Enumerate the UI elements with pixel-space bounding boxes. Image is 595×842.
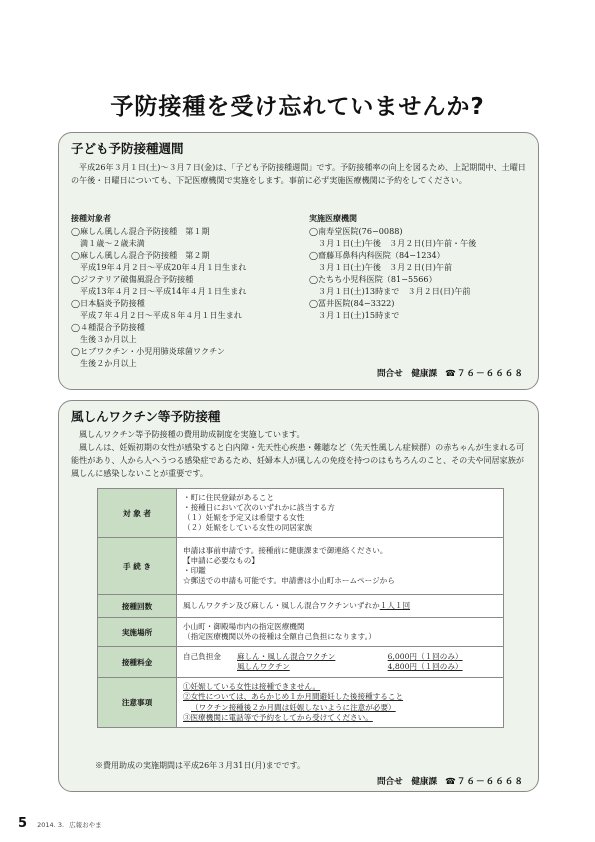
table-row (98, 489, 504, 538)
fee-name: 麻しん・風しん混合ワクチン (237, 651, 336, 661)
page-title: 予防接種を受け忘れていませんか? (110, 94, 485, 120)
table-row (98, 647, 504, 678)
target-item: ◯４種混合予防接種 (71, 322, 145, 332)
caution-line: ③医療機関に電話等で予約をしてから受けてください。 (183, 712, 373, 722)
target-detail: 平成７年４月２日～平成８年４月１日生まれ (80, 310, 242, 320)
target-item: ◯ヒブワクチン・小児用肺炎球菌ワクチン (71, 346, 225, 356)
target-line: （２）妊娠をしている女性の同居家族 (183, 523, 313, 533)
fee-line (183, 662, 497, 672)
publication-name: 広報おやま (69, 821, 102, 829)
fee-cell (177, 647, 504, 678)
target-line: ・接種日において次のいずれかに該当する方 (183, 502, 335, 512)
row-label-count: 接種回数 (98, 595, 177, 618)
target-detail: 平成19年４月２日～平成20年４月１日生まれ (80, 262, 247, 272)
target-cell (177, 489, 504, 538)
clinics-column (309, 213, 476, 321)
page-footer (18, 812, 102, 831)
clinic-name: ◯南寿堂医院(76−0088) (309, 226, 403, 236)
target-detail: 生後２か月以上 (80, 358, 137, 368)
contact-info (377, 367, 524, 379)
contact-phone: ☎７６－６６６８ (445, 369, 524, 379)
count-cell (177, 595, 504, 618)
target-detail: 満１歳～２歳未満 (80, 238, 145, 248)
place-line: 小山町・御殿場市内の指定医療機関 (183, 621, 305, 631)
fee-amount: 6,000円 (387, 651, 417, 661)
contact-label: 問合せ 健康課 (376, 369, 438, 379)
target-item: ◯日本脳炎予防接種 (71, 298, 145, 308)
count-emphasis: １人１回 (379, 600, 411, 610)
contact-phone: ☎７６－６６６８ (445, 777, 524, 787)
row-label-caution: 注意事項 (98, 678, 177, 728)
count-text: 風しんワクチン及び麻しん・風しん混合ワクチンいずれか (183, 600, 380, 610)
clinic-hours: ３月１日(土)13時まで ３月２日(日)午前 (318, 286, 471, 296)
vaccination-week-title: 子ども予防接種週間 (71, 141, 184, 156)
fee-amount: 4,800円 (387, 662, 417, 671)
place-line: （指定医療機関以外の接種は全額自己負担になります。） (183, 632, 377, 641)
clinic-hours: ３月１日(土)15時まで (318, 310, 400, 320)
issue-date: 2014. 3. (37, 821, 65, 829)
vaccination-week-intro: 平成26年３月１日(土)～３月７日(金)は、「子ども予防接種週間」です。予防接種率の向上を図るため、上記期間中、土曜日の午後・日曜日についても、下記医療機関で実施をします。事前に必ず実施医療機関に予約をしてください。 (71, 162, 526, 185)
clinic-name: ◯冨井医院(84−3322) (309, 298, 395, 308)
caution-line: ①妊娠している女性は接種できません。 (183, 682, 321, 692)
target-item: ◯麻しん風しん混合予防接種 第１期 (71, 226, 210, 236)
targets-heading: 接種対象者 (71, 214, 111, 223)
subsidy-period-note: ※費用助成の実施期間は平成26年３月31日(月)までです。 (95, 761, 305, 770)
row-label-target: 対 象 者 (98, 489, 177, 538)
contact-info (377, 775, 524, 787)
fee-per: （１回のみ） (417, 662, 463, 671)
table-row (98, 595, 504, 618)
page-number: 5 (18, 816, 28, 831)
target-line: ・町に住民登録があること (183, 492, 275, 502)
vaccination-week-box (58, 132, 539, 390)
procedure-line: ☆郵送での申請も可能です。申請書は小山町ホームページから (183, 576, 395, 586)
contact-label: 問合せ 健康課 (376, 777, 438, 787)
procedure-line: ・印鑑 (183, 566, 206, 575)
subsidy-info-table (97, 488, 504, 728)
place-cell (177, 618, 504, 647)
rubella-intro-1: 風しんワクチン等予防接種の費用助成制度を実施しています。 (79, 429, 305, 439)
caution-cell (177, 678, 504, 728)
target-detail: 平成13年４月２日～平成14年４月１日生まれ (80, 286, 247, 296)
caution-line: （ワクチン接種後２か月間は妊娠しないように注意が必要） (191, 702, 396, 712)
rubella-vaccine-title: 風しんワクチン等予防接種 (71, 409, 221, 424)
rubella-vaccine-box (58, 400, 539, 792)
fee-per: （１回のみ） (417, 651, 463, 661)
fee-lead-spacer (183, 662, 237, 672)
clinic-hours: ３月１日(土)午後 ３月２日(日)午前・午後 (318, 238, 477, 248)
table-row (98, 538, 504, 595)
fee-lead: 自己負担金 (183, 651, 221, 661)
target-item: ◯麻しん風しん混合予防接種 第２期 (71, 250, 210, 260)
clinic-hours: ３月１日(土)午後 ３月２日(日)午前 (318, 262, 453, 272)
target-detail: 生後３か月以上 (80, 334, 137, 344)
table-row (98, 618, 504, 647)
clinic-name: ◯たちち小児科医院（81−5566） (309, 274, 437, 284)
targets-column (71, 213, 246, 369)
procedure-line: 申請は事前申請です。接種前に健康課まで御連絡ください。 (183, 545, 388, 555)
rubella-intro-2: 風しんは、妊娠初期の女性が感染すると白内障・先天性心疾患・難聴など（先天性風しん症候群）の赤ちゃんが生まれる可能性があり、人から人へうつる感染症であるため、妊婦本人が風しんの免疫を持つのはもちろんのこと、その夫や同居家族が風しんに感染しないことが重要です。 (71, 442, 525, 478)
clinic-name: ◯齋藤耳鼻科内科医院（84−1234） (309, 250, 445, 260)
table-row (98, 678, 504, 728)
fee-name: 風しんワクチン (237, 662, 290, 671)
procedure-cell (177, 538, 504, 595)
fee-line (183, 652, 497, 662)
procedure-line: 【申請に必要なもの】 (183, 555, 259, 565)
target-item: ◯ジフテリア破傷風混合予防接種 (71, 274, 194, 284)
clinics-heading: 実施医療機関 (309, 214, 357, 223)
target-line: （１）妊娠を予定又は希望する女性 (183, 513, 305, 522)
row-label-place: 実施場所 (98, 618, 177, 647)
caution-line: ②女性については、あらかじめ１か月間避妊した後接種すること (183, 692, 404, 702)
row-label-procedure: 手 続 き (98, 538, 177, 595)
row-label-fee: 接種料金 (98, 647, 177, 678)
